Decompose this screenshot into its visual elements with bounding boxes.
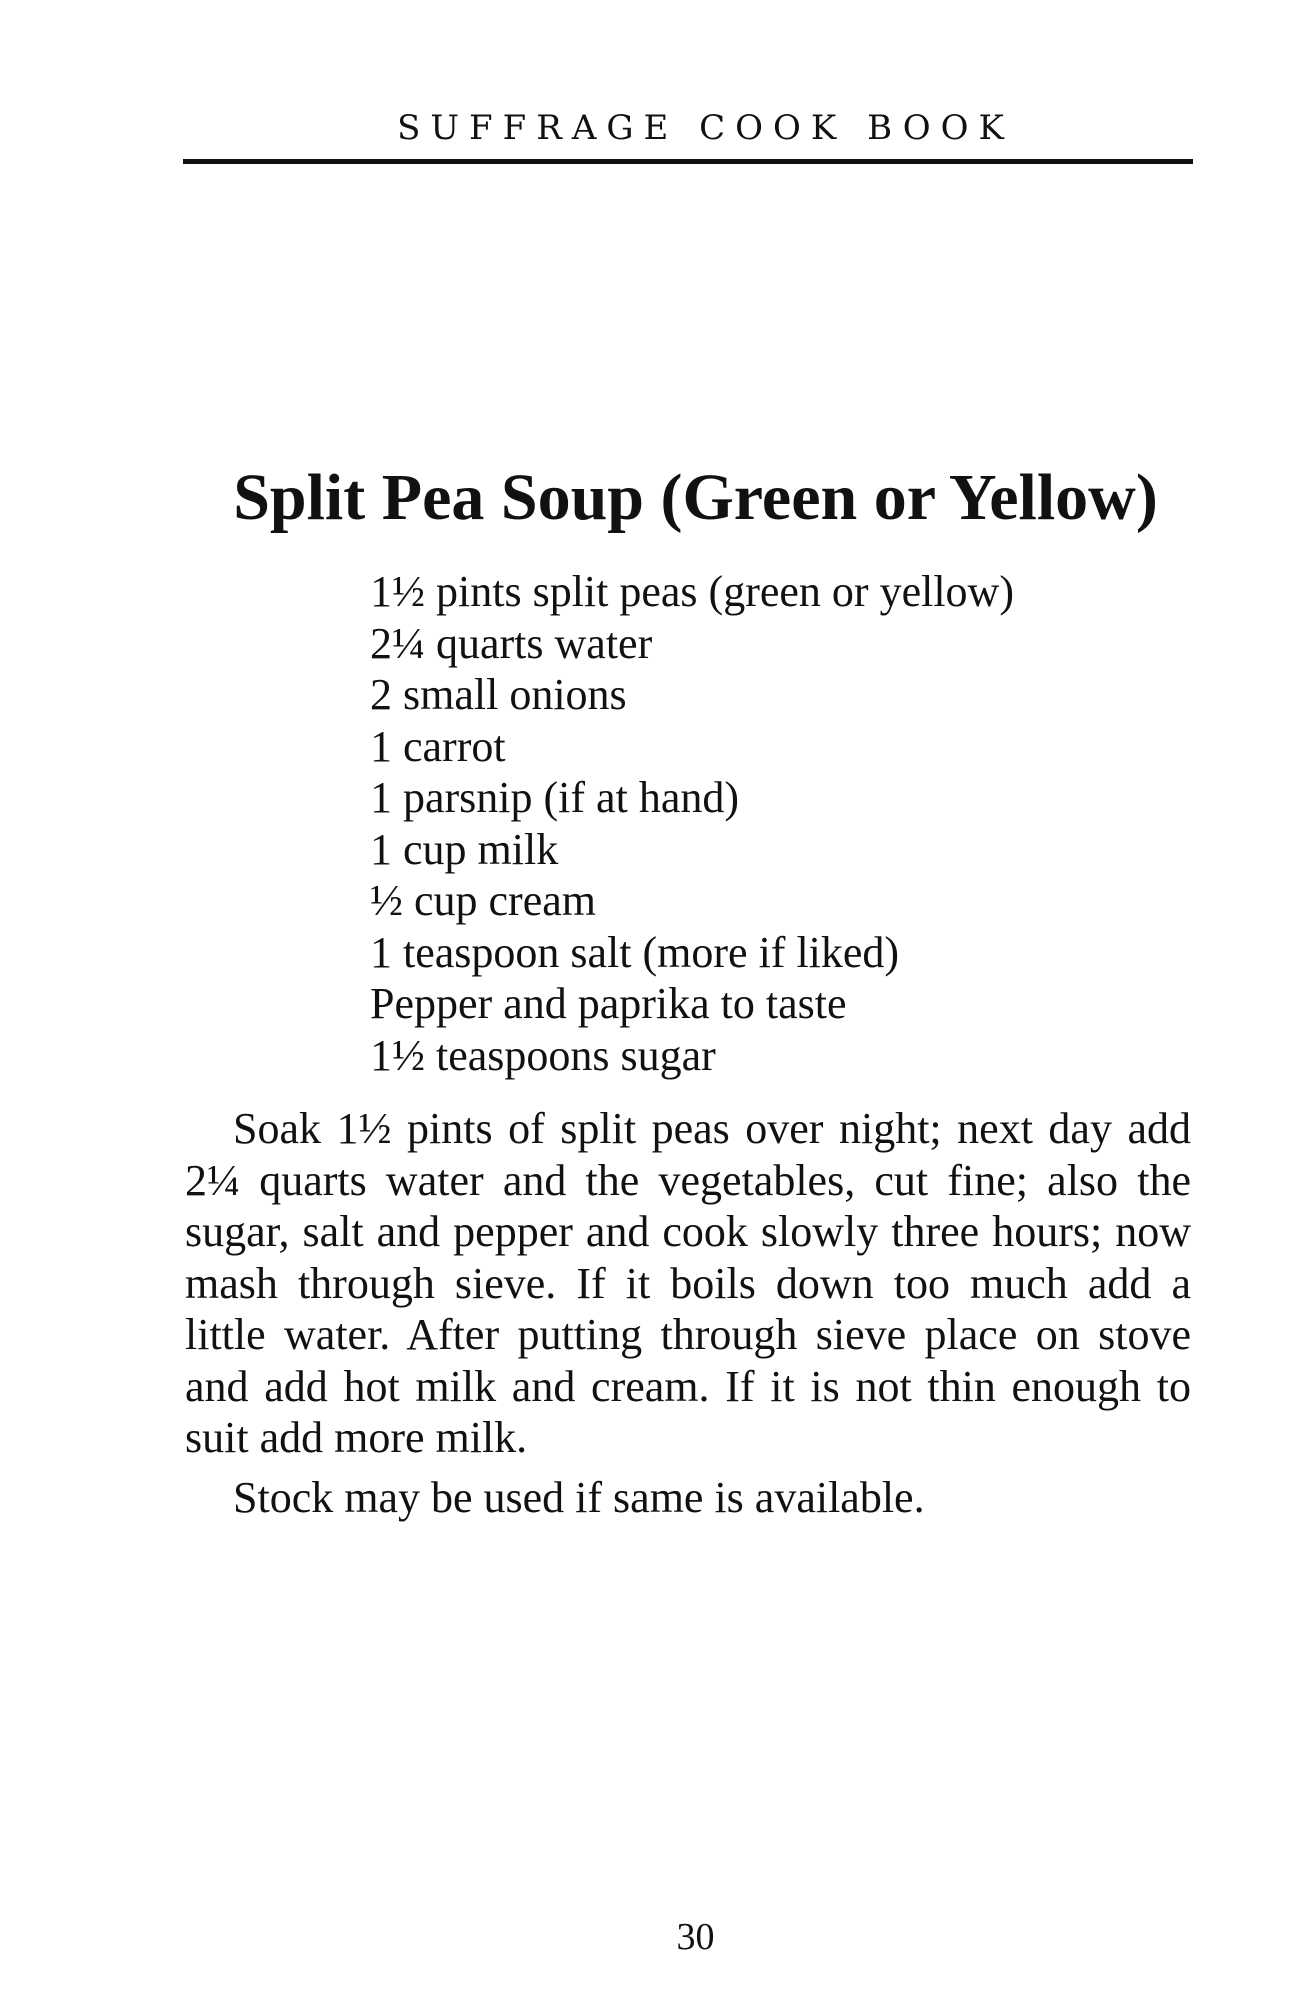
- recipe-title: Split Pea Soup (Green or Yellow): [233, 461, 1158, 534]
- ingredient-item: 1 cup milk: [370, 824, 559, 874]
- directions-paragraph: Soak 1½ pints of split peas over night; next day add 2¼ quarts water and the vegetables, cut fine; also the sugar, salt and pepper and cook slowly three hours; now mash through sieve. If it boils down too much add a little water. After putting through sieve place on stove and add hot milk and cream. If it is not thin enough to suit add more milk.: [185, 1104, 1191, 1462]
- ingredient-item: Pepper and paprika to taste: [370, 979, 847, 1028]
- ingredient-item: 1½ pints split peas (green or yellow): [370, 567, 1014, 616]
- header-rule: [183, 159, 1193, 164]
- running-head: SUFFRAGE COOK BOOK: [397, 108, 1014, 148]
- page-number: 30: [676, 1916, 715, 1958]
- ingredient-item: 1 parsnip (if at hand): [370, 773, 739, 822]
- ingredient-item: 1½ teaspoons sugar: [370, 1030, 716, 1080]
- ingredient-item: 1 teaspoon salt (more if liked): [370, 927, 900, 977]
- recipe-directions: [185, 1103, 1191, 1523]
- ingredient-list: [370, 566, 1014, 1081]
- ingredient-item: 1 carrot: [370, 721, 506, 771]
- ingredient-item: 2 small onions: [370, 670, 627, 719]
- ingredient-item: 2¼ quarts water: [370, 618, 653, 668]
- ingredient-item: ½ cup cream: [370, 876, 596, 925]
- stock-note-paragraph: Stock may be used if same is available.: [233, 1472, 925, 1522]
